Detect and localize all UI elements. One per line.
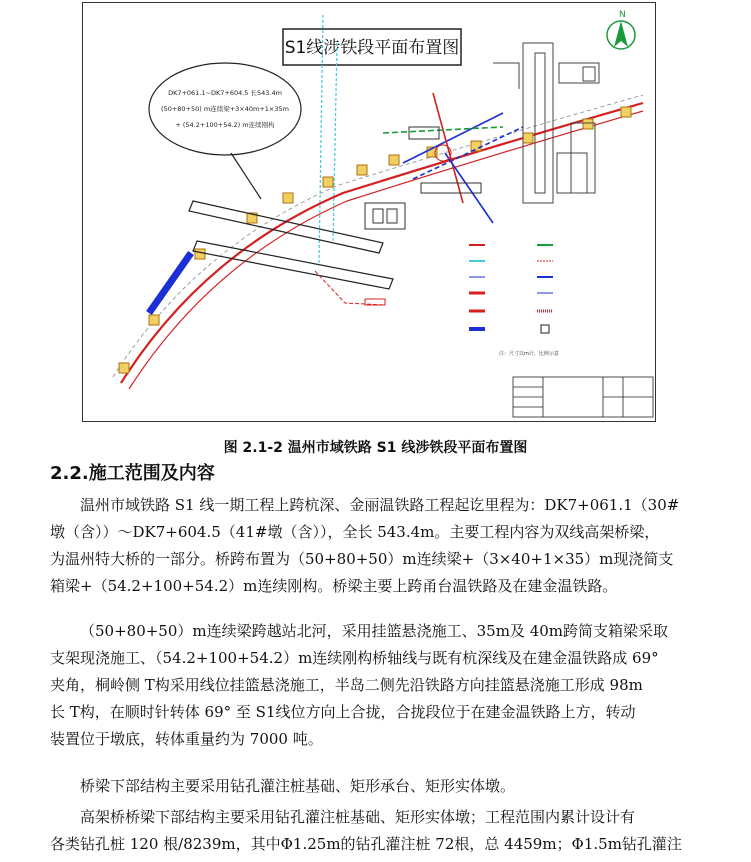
legend [469, 245, 559, 357]
site-plan-drawing [83, 3, 655, 421]
paragraph-line: 夹角，桐岭侧 T构采用线位挂篮悬浇施工，半岛二侧先沿铁路方向挂篮悬浇施工形成 98m [50, 676, 643, 694]
callout-line-3: + (54.2+100+54.2) m连续刚构 [175, 121, 275, 129]
svg-text:N: N [619, 10, 626, 20]
map-title: S1线涉铁段平面布置图 [284, 38, 460, 58]
paragraph-3 [50, 773, 690, 800]
section-heading: 2.2.施工范围及内容 [50, 463, 215, 484]
north-arrow-icon [607, 10, 635, 49]
paragraph-1 [50, 492, 690, 600]
drawing-title-block [513, 377, 653, 417]
paragraph-4 [50, 804, 690, 858]
paragraph-line: 高架桥桥梁下部结构主要采用钻孔灌注桩基础、矩形实体墩；工程范围内累计设计有 [80, 808, 636, 826]
paragraph-2 [50, 618, 690, 753]
paragraph-line: 箱梁+（54.2+100+54.2）m连续刚构。桥梁主要上跨甬台温铁路及在建金温铁路。 [50, 577, 618, 595]
paragraph-line: 桥梁下部结构主要采用钻孔灌注桩基础、矩形承台、矩形实体墩。 [80, 777, 516, 795]
callout-line-2: (50+80+50) m连续梁+3×40m+1×35m [161, 105, 289, 113]
figure-caption: 图 2.1-2 温州市域铁路 S1 线涉铁段平面布置图 [223, 440, 528, 456]
building-cluster [365, 127, 481, 229]
callout-line-1: DK7+061.1~DK7+604.5 长543.4m [168, 89, 282, 97]
station-complex [493, 43, 599, 203]
paragraph-line: （50+80+50）m连续梁跨越站北河，采用挂篮悬浇施工、35m及 40m跨简支箱梁采取 [80, 622, 669, 640]
paragraph-line: 支架现浇施工、（54.2+100+54.2）m连续刚构桥轴线与既有杭深线及在建金温铁路成 69° [50, 649, 659, 667]
paragraph-line: 温州市域铁路 S1 线一期工程上跨杭深、金丽温铁路工程起讫里程为：DK7+061.1（30# [80, 496, 680, 514]
paragraph-line: 各类钻孔桩 120 根/8239m，其中Φ1.25m的钻孔灌注桩 72根，总 4459m；Φ1.5m钻孔灌注 [50, 835, 682, 853]
blue-bridge-segment [149, 253, 191, 313]
paragraph-line: 装置位于墩底，转体重量约为 7000 吨。 [50, 730, 323, 748]
paragraph-line: 长 T构，在顺时针转体 69° 至 S1线位方向上合拢，合拢段位于在建金温铁路上方，转动 [50, 703, 636, 721]
site-plan-figure [82, 2, 656, 422]
paragraph-line: 墩（含））～DK7+604.5（41#墩（含）），全长 543.4m。主要工程内容为双线高架桥梁， [50, 523, 660, 541]
legend-note: 注：尺寸以m计，比例示意 [499, 351, 559, 357]
paragraph-line: 为温州特大桥的一部分。桥跨布置为（50+80+50）m连续梁+（3×40+1×35）m现浇简支 [50, 550, 674, 568]
track-bars [189, 201, 393, 289]
